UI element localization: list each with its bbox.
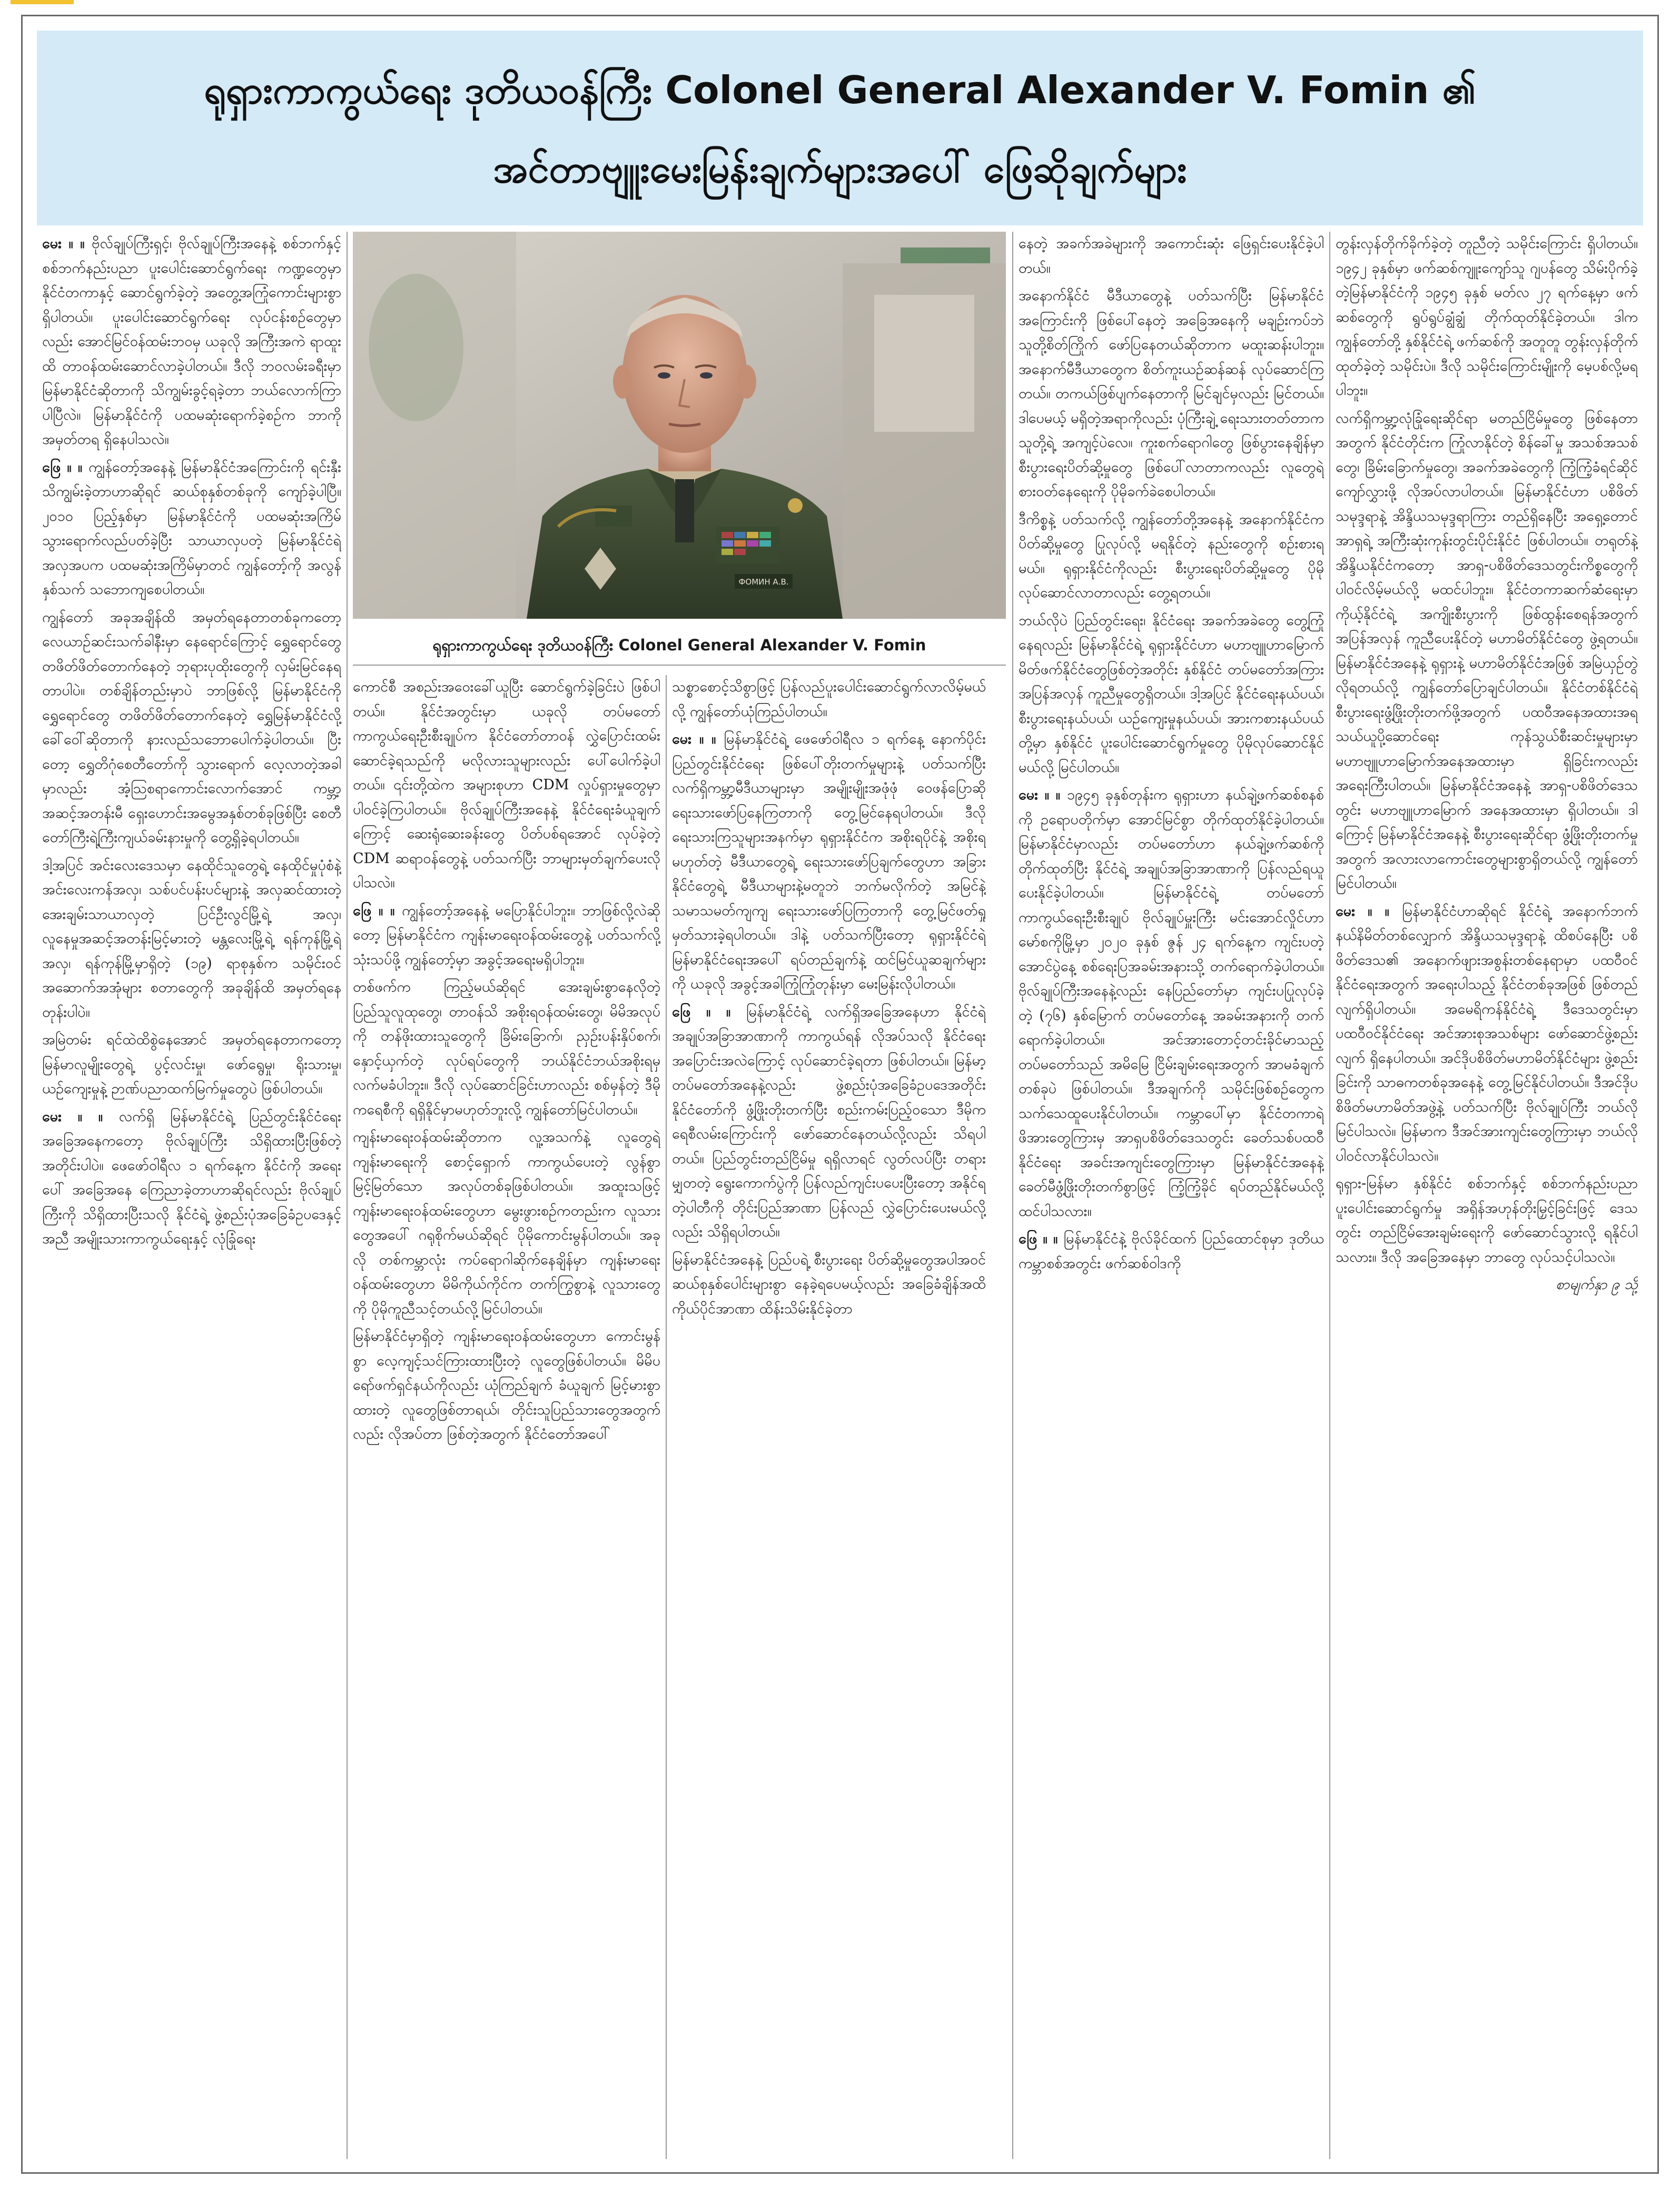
column-3 bbox=[672, 675, 986, 2159]
article-paragraph bbox=[353, 975, 660, 1122]
article-paragraph bbox=[42, 1105, 341, 1252]
paragraph-text: ရုရှား-မြန်မာ နှစ်နိုင်ငံ စစ်ဘက်နှင့် စစ်ဘက်နည်းပညာ ပူးပေါင်းဆောင်ရွက်မှု အရှိန်အဟုန်တိုးမြှင့်ခြင်းဖြင့် ဒေသတွင်း တည်ငြိမ်အေးချမ်းရေးကို ဖော်ဆောင်သွားလို့ ရနိုင်ပါသလား။ ဒီလို အခြေအနေမှာ ဘာတွေ လုပ်သင့်ပါသလဲ။ bbox=[1336, 1175, 1638, 1265]
article-paragraph bbox=[672, 675, 986, 724]
paragraph-text: ဒီကိစ္စနဲ့ ပတ်သက်လို့ ကျွန်တော်တို့အနေနဲ့ အနောက်နိုင်ငံက ပိတ်ဆို့မှုတွေ ပြုလုပ်လို့ မရနိုင်တဲ့ နည်းတွေကို စဉ်းစားရမယ်။ ရုရှားနိုင်ငံကိုလည်း စီးပွားရေးပိတ်ဆို့မှုတွေ ပိုမိုလုပ်ဆောင်လာတာလည်း တွေ့ရတယ်။ bbox=[1019, 511, 1324, 601]
section-color-tab bbox=[11, 0, 74, 4]
qa-label: ဖြေ ။ ။ bbox=[1019, 1231, 1064, 1247]
paragraph-text: မြန်မာနိုင်ငံရဲ့ ဖေဖော်ဝါရီလ ၁ ရက်နေ့ နောက်ပိုင်း ပြည်တွင်းနိုင်ငံရေး ဖြစ်ပေါ်တိုးတက်မှုများနဲ့ ပတ်သက်ပြီး လက်ရှိကမ္ဘာ့မီဒီယာများမှာ အမျိုးမျိုးအဖုံဖုံ ဝေဖန်ပြောဆိုရေးသားဖော်ပြနေကြတာကို တွေ့မြင်နေရပါတယ်။ ဒီလိုရေးသားကြသူများအနက်မှာ ရုရှားနိုင်ငံက အစိုးရပိုင်နဲ့ အစိုးရမဟုတ်တဲ့ မီဒီယာတွေရဲ့ ရေးသားဖော်ပြချက်တွေဟာ အခြားနိုင်ငံတွေရဲ့ မီဒီယာများနဲ့မတူဘဲ ဘက်မလိုက်တဲ့ အမြင်နဲ့ သမာသမတ်ကျကျ ရေးသားဖော်ပြကြတာကို တွေ့မြင်ဖတ်ရှုမှတ်သားခဲ့ရပါတယ်။ ဒါနဲ့ ပတ်သက်ပြီးတော့ ရုရှားနိုင်ငံရဲ့ မြန်မာနိုင်ငံရေးအပေါ် ရပ်တည်ချက်နဲ့ ထင်မြင်ယူဆချက်များကို ယခုလို အခွင့်အခါကြုံကြုံတုန်းမှာ မေးမြန်းလိုပါတယ်။ bbox=[672, 731, 986, 992]
uniform-name-tag: ФОМИН А.В. bbox=[738, 577, 789, 587]
paragraph-text: မြန်မာနိုင်ငံရဲ့ လက်ရှိအခြေအနေဟာ နိုင်ငံရဲ့ အချုပ်အခြာအာဏာကို ကာကွယ်ရန် လိုအပ်သလို နိုင်ငံရေးအပြောင်းအလဲကြောင့် လုပ်ဆောင်ခဲ့ရတာ ဖြစ်ပါတယ်။ မြန်မာ့တပ်မတော်အနေနဲ့လည်း ဖွဲ့စည်းပုံအခြေခံဥပဒေအတိုင်း နိုင်ငံတော်ကို ဖွံ့ဖြိုးတိုးတက်ပြီး စည်းကမ်းပြည့်ဝသော ဒီမိုကရေစီလမ်းကြောင်းကို ဖော်ဆောင်နေတယ်လို့လည်း သိရပါတယ်။ ပြည်တွင်းတည်ငြိမ်မှု ရရှိလာရင် လွတ်လပ်ပြီး တရားမျှတတဲ့ ရွေးကောက်ပွဲကို ပြန်လည်ကျင်းပပေးပြီးတော့ အနိုင်ရတဲ့ပါတီကို တိုင်းပြည်အာဏာ ပြန်လည် လွှဲပြောင်းပေးမယ်လို့လည်း သိရှိရပါတယ်။ bbox=[672, 1003, 986, 1240]
photo-caption: ရုရှားကာကွယ်ရေး ဒုတိယဝန်ကြီး Colonel General Alexander V. Fomin bbox=[353, 626, 1006, 666]
article-paragraph bbox=[42, 606, 341, 850]
paragraph-text: အမြဲတမ်း ရင်ထဲထိစွဲနေအောင် အမှတ်ရနေတာကတော့ မြန်မာလူမျိုးတွေရဲ့ ပွင့်လင်းမှု၊ ဖော်ရွေမှု၊ ရိုးသားမှု၊ ယဉ်ကျေးမှုနဲ့ ဉာဏ်ပညာထက်မြက်မှုတွေပဲ ဖြစ်ပါတယ်။ bbox=[42, 1032, 341, 1097]
column-rule bbox=[347, 232, 348, 2159]
qa-label: မေး ။ ။ bbox=[42, 235, 92, 252]
article-paragraph bbox=[353, 899, 660, 973]
qa-label: ဖြေ ။ ။ bbox=[353, 902, 402, 919]
paragraph-text: အနောက်နိုင်ငံ မီဒီယာတွေနဲ့ ပတ်သက်ပြီး မြန်မာနိုင်ငံအကြောင်းကို ဖြစ်ပေါ်နေတဲ့ အခြေအနေကို မချဉ်းကပ်ဘဲ သူတို့စိတ်ကြိုက် ဖော်ပြနေတယ်ဆိုတာက မထူးဆန်းပါဘူး။ အနောက်မီဒီယာတွေက စိတ်ကူးယဉ်ဆန်ဆန် လုပ်ဆောင်ကြတယ်။ တကယ်ဖြစ်ပျက်နေတာကို မြင်ချင်မှလည်း မြင်တယ်။ ဒါပေမယ့် မရှိတဲ့အရာကိုလည်း ပုံကြီးချဲ့ ရေးသားတတ်တာက သူတို့ရဲ့ အကျင့်ပဲလေ။ ကူးစက်ရောဂါတွေ ဖြစ်ပွားနေချိန်မှာ စီးပွားရေးပိတ်ဆို့မှုတွေ ဖြစ်ပေါ်လာတာကလည်း လူတွေရဲ့ စားဝတ်နေရေးကို ပိုမိုခက်ခဲစေပါတယ်။ bbox=[1019, 288, 1324, 500]
paragraph-text: ၁၉၄၅ ခုနှစ်တုန်းက ရုရှားဟာ နယ်ချဲ့ဖက်ဆစ်စနစ်ကို ဥရောပတိုက်မှာ အောင်မြင်စွာ တိုက်ထုတ်နိုင်ခဲ့ပါတယ်။ မြန်မာနိုင်ငံမှာလည်း တပ်မတော်ဟာ နယ်ချဲ့ဖက်ဆစ်ကို တိုက်ထုတ်ပြီး နိုင်ငံရဲ့ အချုပ်အခြာအာဏာကို ပြန်လည်ရယူပေးနိုင်ခဲ့ပါတယ်။ မြန်မာနိုင်ငံရဲ့ တပ်မတော် ကာကွယ်ရေးဦးစီးချုပ် ဗိုလ်ချုပ်မှူးကြီး မင်းအောင်လှိုင်ဟာ မော်စကိုမြို့မှာ ၂၀၂၀ ခုနှစ် ဇွန် ၂၄ ရက်နေ့က ကျင်းပတဲ့ အောင်ပွဲနေ့ စစ်ရေးပြအခမ်းအနားသို့ တက်ရောက်ခဲ့ပါတယ်။ ဗိုလ်ချုပ်ကြီးအနေနဲ့လည်း နေပြည်တော်မှာ ကျင်းပပြုလုပ်ခဲ့တဲ့ (၇၆) နှစ်မြောက် တပ်မတော်နေ့ အခမ်းအနားကို တက်ရောက်ခဲ့ပါတယ်။ အင်အားတောင့်တင်းခိုင်မာသည့် တပ်မတော်သည် အမိမြေ ငြိမ်းချမ်းရေးအတွက် အာမခံချက်တစ်ခုပဲ ဖြစ်ပါတယ်။ ဒီအချက်ကို သမိုင်းဖြစ်စဉ်တွေက သက်သေထူပေးနိုင်ပါတယ်။ ကမ္ဘာပေါ်မှာ နိုင်ငံတကာရဲ့ ဖိအားတွေကြားမှ အာရှပစိဖိတ်ဒေသတွင်း ခေတ်သစ်ပထဝီနိုင်ငံရေး အခင်းအကျင်းတွေကြားမှာ မြန်မာနိုင်ငံအနေနဲ့ ခေတ်မီဖွံ့ဖြိုးတိုးတက်စွာဖြင့် ကြံ့ကြံ့ခိုင် ရပ်တည်နိုင်မယ်လို့ ထင်ပါသလား။ bbox=[1019, 787, 1324, 1220]
qa-label: မေး ။ ။ bbox=[1019, 787, 1067, 803]
paragraph-text: တွန်းလှန်တိုက်ခိုက်ခဲ့တဲ့ တူညီတဲ့ သမိုင်းကြောင်း ရှိပါတယ်။ ၁၉၄၂ ခုနှစ်မှာ ဖက်ဆစ်ကျူးကျော်သူ ဂျပန်တွေ သိမ်းပိုက်ခဲ့တဲ့မြန်မာနိုင်ငံကို ၁၉၄၅ ခုနှစ် မတ်လ ၂၇ ရက်နေ့မှာ ဖက်ဆစ်တွေကို ရွပ်ရွပ်ချွံချွံ တိုက်ထုတ်နိုင်ခဲ့တယ်။ ဒါက ကျွန်တော်တို့ နှစ်နိုင်ငံရဲ့ ဖက်ဆစ်ကို အတူတူ တွန်းလှန်တိုက်ထုတ်ခဲ့တဲ့ သမိုင်းပဲ။ ဒီလို သမိုင်းကြောင်းမျိုးကို မေ့ပစ်လို့မရပါဘူး။ bbox=[1336, 235, 1638, 399]
article-paragraph bbox=[1019, 1227, 1324, 1276]
article-paragraph bbox=[42, 854, 341, 1025]
column-rule bbox=[1012, 232, 1013, 2159]
article-paragraph bbox=[1336, 899, 1638, 1169]
article-paragraph bbox=[672, 1248, 986, 1322]
photo-block bbox=[353, 232, 1006, 669]
article-paragraph bbox=[1336, 232, 1638, 403]
column-5 bbox=[1336, 232, 1638, 2159]
article-paragraph bbox=[42, 232, 341, 452]
article-paragraph bbox=[1019, 609, 1324, 780]
paragraph-text: မြန်မာနိုင်ငံဟာဆိုရင် နိုင်ငံရဲ့ အနောက်ဘက် နယ်နိမိတ်တစ်လျှောက် အိန္ဒိယသမုဒ္ဒရာနဲ့ ထိစပ်နေပြီး ပစိဖိတ်ဒေသ၏ အနောက်ဖျားအစွန်းတစ်နေရာမှာ ပထဝီဝင်နိုင်ငံရေးအတွက် အရေးပါသည့် နိုင်ငံတစ်ခုအဖြစ် ဖြစ်တည်လျက်ရှိပါတယ်။ အမေရိကန်နိုင်ငံရဲ့ ဒီဒေသတွင်းမှာ ပထဝီဝင်နိုင်ငံရေး အင်အားစုအသစ်များ ဖော်ဆောင်ဖွဲ့စည်းလျက် ရှိနေပါတယ်။ အင်ဒိုပစိဖိတ်မဟာမိတ်နိုင်ငံများ ဖွဲ့စည်းခြင်းကို သာဓကတစ်ခုအနေနဲ့ တွေ့မြင်နိုင်ပါတယ်။ ဒီအင်ဒိုပစိဖိတ်မဟာမိတ်အဖွဲ့နဲ့ ပတ်သက်ပြီး ဗိုလ်ချုပ်ကြီး ဘယ်လိုမြင်ပါသလဲ။ မြန်မာက ဒီအင်အားကျင်းတွေကြားမှာ ဘယ်လိုပါဝင်လာနိုင်ပါသလဲ။ bbox=[1336, 903, 1638, 1164]
article-columns bbox=[42, 232, 1638, 2159]
headline-box bbox=[37, 31, 1643, 225]
paragraph-text: နေတဲ့ အခက်အခဲများကို အကောင်းဆုံး ဖြေရှင်းပေးနိုင်ခဲ့ပါတယ်။ bbox=[1019, 235, 1324, 276]
article-paragraph bbox=[353, 1125, 660, 1321]
article-paragraph bbox=[672, 1000, 986, 1245]
paragraph-text: မြန်မာနိုင်ငံအနေနဲ့ ပြည်ပရဲ့ စီးပွားရေး ပိတ်ဆို့မှုတွေအပါအဝင် ဆယ်စုနှစ်ပေါင်းများစွာ နေခဲ့ရပေမယ့်လည်း အခြေခံချိန်အထိ ကိုယ်ပိုင်အာဏာ ထိန်းသိမ်းနိုင်ခဲ့တာ bbox=[672, 1251, 986, 1317]
qa-label: မေး ။ ။ bbox=[42, 1108, 119, 1125]
article-paragraph bbox=[672, 727, 986, 997]
paragraph-text: တစ်ဖက်က ကြည့်မယ်ဆိုရင် အေးချမ်းစွာနေလိုတဲ့ ပြည်သူလူထုတွေ၊ တာဝန်သိ အစိုးရဝန်ထမ်းတွေ၊ မိမိအလုပ်ကို တန်ဖိုးထားသူတွေကို ခြိမ်းခြောက်၊ ညှဉ်းပန်းနှိပ်စက်၊ နှောင့်ယှက်တဲ့ လုပ်ရပ်တွေကို ဘယ်နိုင်ငံဘယ်အစိုးရမှ လက်မခံပါဘူး။ ဒီလို လုပ်ဆောင်ခြင်းဟာလည်း စစ်မှန်တဲ့ ဒီမိုကရေစီကို ရရှိနိုင်မှာမဟုတ်ဘူးလို့ ကျွန်တော်မြင်ပါတယ်။ bbox=[353, 979, 660, 1118]
article-paragraph bbox=[353, 675, 660, 896]
column-rule bbox=[666, 675, 667, 2159]
article-paragraph bbox=[1019, 232, 1324, 281]
paragraph-text: ကောင်စီ အစည်းအဝေးခေါ်ယူပြီး ဆောင်ရွက်ခဲ့ခြင်းပဲ ဖြစ်ပါတယ်။ နိုင်ငံအတွင်းမှာ ယခုလို တပ်မတော်ကာကွယ်ရေးဦးစီးချုပ်က နိုင်ငံတော်တာဝန် လွှဲပြောင်းထမ်းဆောင်ခဲ့ရသည်ကို မလိုလားသူများလည်း ပေါ်ပေါက်ခဲ့ပါတယ်။ ၎င်းတို့ထဲက အများစုဟာ CDM လှုပ်ရှားမှုတွေမှာ ပါဝင်ခဲ့ကြပါတယ်။ ဗိုလ်ချုပ်ကြီးအနေနဲ့ နိုင်ငံရေးခံယူချက်ကြောင့် ဆေးရုံဆေးခန်းတွေ ပိတ်ပစ်ရအောင် လုပ်ခဲ့တဲ့ CDM ဆရာဝန်တွေနဲ့ ပတ်သက်ပြီး ဘာများမှတ်ချက်ပေးလိုပါသလဲ။ bbox=[353, 679, 660, 891]
article-paragraph bbox=[353, 1324, 660, 1447]
top-accent-strip bbox=[0, 0, 1680, 5]
column-rule bbox=[1329, 232, 1330, 2159]
paragraph-text: ဘယ်လိုပဲ ပြည်တွင်းရေး၊ နိုင်ငံရေး အခက်အခဲတွေ တွေ့ကြုံနေရလည်း မြန်မာနိုင်ငံရဲ့ ရုရှားနိုင်ငံဟာ မဟာဗျူဟာမြောက် မိတ်ဖက်နိုင်ငံတွေဖြစ်တဲ့အတိုင်း နှစ်နိုင်ငံ တပ်မတော်အကြား အပြန်အလှန် ကူညီမှုတွေရှိတယ်။ ဒါ့အပြင် နိုင်ငံရေးနယ်ပယ်၊ စီးပွားရေးနယ်ပယ်၊ ယဉ်ကျေးမှုနယ်ပယ်၊ အားကစားနယ်ပယ်တို့မှာ နှစ်နိုင်ငံ ပူးပေါင်းဆောင်ရွက်မှုတွေ ပိုမိုလုပ်ဆောင်နိုင်မယ်လို့ မြင်ပါတယ်။ bbox=[1019, 612, 1324, 776]
article-paragraph bbox=[1019, 508, 1324, 606]
column-4 bbox=[1019, 232, 1324, 2159]
column-1 bbox=[42, 232, 341, 2159]
paragraph-text: လက်ရှိ မြန်မာနိုင်ငံရဲ့ ပြည်တွင်းနိုင်ငံရေး အခြေအနေကတော့ ဗိုလ်ချုပ်ကြီး သိရှိထားပြီးဖြစ်တဲ့အတိုင်းပါပဲ။ ဖေဖော်ဝါရီလ ၁ ရက်နေ့က နိုင်ငံကို အရေးပေါ် အခြေအနေ ကြေညာခဲ့တာဟာဆိုရင်လည်း ဗိုလ်ချုပ်ကြီးကို သိရှိထားပြီးသလို နိုင်ငံရဲ့ ဖွဲ့စည်းပုံအခြေခံဥပဒေနှင့်အညီ အမျိုးသားကာကွယ်ရေးနှင့် လုံခြုံရေး bbox=[42, 1108, 341, 1247]
article-paragraph bbox=[42, 456, 341, 602]
article-paragraph bbox=[1336, 407, 1638, 896]
headline-line-1: ရုရှားကာကွယ်ရေး ဒုတိယဝန်ကြီး Colonel General Alexander V. Fomin ၏ bbox=[204, 68, 1476, 112]
continued-on-page: စာမျက်နှာ ၉ သို့ bbox=[1556, 1276, 1638, 1293]
qa-label: ဖြေ ။ ။ bbox=[42, 459, 89, 476]
article-paragraph bbox=[1019, 783, 1324, 1224]
paragraph-text: မြန်မာနိုင်ငံမှာရှိတဲ့ ကျန်းမာရေးဝန်ထမ်းတွေဟာ ကောင်းမွန်စွာ လေ့ကျင့်သင်ကြားထားပြီးတဲ့ လူတွေဖြစ်ပါတယ်။ မိမိပရော်ဖက်ရှင်နယ်ကိုလည်း ယုံကြည်ချက် ခံယူချက် မြင့်မားစွာ ထားတဲ့ လူတွေဖြစ်တာရယ်၊ တိုင်းသူပြည်သားတွေအတွက်လည်း လိုအပ်တာ ဖြစ်တဲ့အတွက် နိုင်ငံတော်အပေါ် bbox=[353, 1328, 660, 1442]
paragraph-text: မြန်မာနိုင်ငံနဲ့ ဗိုလ်ခိုင်ထက် ပြည်ထောင်စုမှာ ဒုတိယကမ္ဘာစစ်အတွင်း ဖက်ဆစ်ဝါဒကို bbox=[1019, 1231, 1324, 1272]
paragraph-text: လက်ရှိကမ္ဘာ့လုံခြုံရေးဆိုင်ရာ မတည်ငြိမ်မှုတွေ ဖြစ်နေတာအတွက် နိုင်ငံတိုင်းက ကြုံလာနိုင်တဲ့ စိန်ခေါ်မှု အသစ်အသစ်တွေ၊ ခြိမ်းခြောက်မှုတွေ၊ အခက်အခဲတွေကို ကြံ့ကြံ့ခံရင်ဆိုင်ကျော်လွှားဖို့ လိုအပ်လာပါတယ်။ မြန်မာနိုင်ငံဟာ ပစိဖိတ်သမုဒ္ဒရာနဲ့ အိန္ဒိယသမုဒ္ဒရာကြား တည်ရှိနေပြီး အရှေ့တောင်အာရှရဲ့ အကြီးဆုံးကုန်းတွင်းပိုင်းနိုင်ငံ ဖြစ်ပါတယ်။ တရုတ်နဲ့ အိန္ဒိယနိုင်ငံကတော့ အာရှ-ပစိဖိတ်ဒေသတွင်းကိစ္စတွေကို ပါဝင်လိမ့်မယ်လို့ မထင်ပါဘူး။ နိုင်ငံတကာဆက်ဆံရေးမှာ ကိုယ့်နိုင်ငံရဲ့ အကျိုးစီးပွားကို ဖြစ်ထွန်းစေရန်အတွက် အပြန်အလှန် ကူညီပေးနိုင်တဲ့ မဟာမိတ်နိုင်ငံတွေ ဖွဲ့ရတယ်။ မြန်မာနိုင်ငံအနေနဲ့ ရုရှားနဲ့ မဟာမိတ်နိုင်ငံအဖြစ် အမြဲယှဉ်တွဲလိုရတယ်လို့ ကျွန်တော်ပြောချင်ပါတယ်။ နိုင်ငံတစ်နိုင်ငံရဲ့ စီးပွားရေးဖွံ့ဖြိုးတိုးတက်ဖို့အတွက် ပထဝီအနေအထားအရ သယ်ယူပို့ဆောင်ရေး ကုန်သွယ်စီးဆင်းမှုများမှာ မဟာဗျူဟာမြောက်အနေအထားမှာ ရှိခြင်းကလည်း အရေးကြီးပါတယ်။ မြန်မာနိုင်ငံအနေနဲ့ အာရှ-ပစိဖိတ်ဒေသတွင်း မဟာဗျူဟာမြောက် အနေအထားမှာ ရှိပါတယ်။ ဒါကြောင့် မြန်မာနိုင်ငံအနေနဲ့ စီးပွားရေးဆိုင်ရာ ဖွံ့ဖြိုးတိုးတက်မှုအတွက် အလားလာကောင်းတွေများစွာရှိတယ်လို့ ကျွန်တော်မြင်ပါတယ်။ bbox=[1336, 410, 1638, 892]
paragraph-text: ကျွန်တော် အခုအချိန်ထိ အမှတ်ရနေတာတစ်ခုကတော့ လေယာဉ်ဆင်းသက်ခါနီးမှာ နေရောင်ကြောင့် ရွှေရောင်တွေ တဖိတ်ဖိတ်တောက်နေတဲ့ ဘုရားပုထိုးတွေကို လှမ်းမြင်နေရတာပါပဲ။ တစ်ချိန်တည်းမှာပဲ ဘာဖြစ်လို့ မြန်မာနိုင်ငံကို ရွှေရောင်တွေ တဖိတ်ဖိတ်တောက်နေတဲ့ ရွှေမြန်မာနိုင်ငံလို့ ခေါ်ဝေါ်ဆိုတာကို နားလည်သဘောပေါက်ခဲ့ပါတယ်။ ပြီးတော့ ရွှေတိဂုံစေတီတော်ကို သွားရောက် လေ့လာတဲ့အခါမှာလည်း အံ့ဩစရာကောင်းလောက်အောင် ကမ္ဘာ့အဆင့်အတန်းမီ ရှေးဟောင်းအမွေအနှစ်တစ်ခုဖြစ်ပြီး စေတီတော်ကြီးရဲ့ကြီးကျယ်ခမ်းနားမှုကို တွေ့ရှိခဲ့ရပါတယ်။ bbox=[42, 609, 341, 846]
article-paragraph bbox=[1336, 1172, 1638, 1270]
qa-label: မေး ။ ။ bbox=[1336, 903, 1402, 919]
paragraph-text: ကျွန်တော့်အနေနဲ့ မြန်မာနိုင်ငံအကြောင်းကို ရင်းနှီးသိကျွမ်းခဲ့တာဟာဆိုရင် ဆယ်စုနှစ်တစ်ခုကို ကျော်ခဲ့ပါပြီ။ ၂၀၁၀ ပြည့်နှစ်မှာ မြန်မာနိုင်ငံကို ပထမဆုံးအကြိမ် သွားရောက်လည်ပတ်ခဲ့ပြီး သာယာလှပတဲ့ မြန်မာနိုင်ငံရဲ့ အလှအပက ပထမဆုံးအကြိမ်မှာတင် ကျွန်တော့်ကို အလွန်နှစ်သက် သဘောကျစေပါတယ်။ bbox=[42, 459, 341, 598]
article-paragraph bbox=[42, 1028, 341, 1102]
paragraph-text: ကျန်းမာရေးဝန်ထမ်းဆိုတာက လူ့အသက်နဲ့ လူတွေရဲ့ ကျန်းမာရေးကို စောင့်ရှောက် ကာကွယ်ပေးတဲ့ လွန်စွာမြင့်မြတ်သော အလုပ်တစ်ခုဖြစ်ပါတယ်။ အထူးသဖြင့် ကျန်းမာရေးဝန်ထမ်းတွေဟာ မွေးဖွားစဉ်ကတည်းက လူသားတွေအပေါ် ဂရုစိုက်မယ်ဆိုရင် ပိုမိုကောင်းမွန်ပါတယ်။ အခုလို တစ်ကမ္ဘာလုံး ကပ်ရောဂါဆိုက်နေချိန်မှာ ကျန်းမာရေး ဝန်ထမ်းတွေဟာ မိမိကိုယ်ကိုင်က တက်ကြွစွာနဲ့ လူသားတွေကို ပိုမိုကူညီသင့်တယ်လို့မြင်ပါတယ်။ bbox=[353, 1129, 660, 1317]
general-portrait-illustration bbox=[353, 232, 1006, 619]
headline-line-2: အင်တာဗျူးမေးမြန်းချက်များအပေါ် ဖြေဆိုချက်များ bbox=[493, 147, 1187, 191]
article-paragraph bbox=[1019, 284, 1324, 504]
paragraph-text: ဗိုလ်ချုပ်ကြီးရှင့်၊ ဗိုလ်ချုပ်ကြီးအနေနဲ့ စစ်ဘက်နှင့် စစ်ဘက်နည်းပညာ ပူးပေါင်းဆောင်ရွက်ရေး ကဏ္ဍတွေမှာ နိုင်ငံတကာနှင့် ဆောင်ရွက်ခဲ့တဲ့ အတွေ့အကြုံကောင်းများစွာရှိပါတယ်။ ပူးပေါင်းဆောင်ရွက်ရေး လုပ်ငန်းစဉ်တွေမှာလည်း အောင်မြင်ဝန်ထမ်းဘဝမှ ယခုလို အကြီးအကဲ ရာထူးထိ တာဝန်ထမ်းဆောင်လာခဲ့ပါတယ်။ ဒီလို ဘဝလမ်းခရီးမှာ မြန်မာနိုင်ငံဆိုတာကို သိကျွမ်းခွင့်ရခဲ့တာ ဘယ်လောက်ကြာပါပြီလဲ။ မြန်မာနိုင်ငံကို ပထမဆုံးရောက်ခဲ့စဉ်က ဘာကို အမှတ်တရ ရှိနေပါသလဲ။ bbox=[42, 235, 341, 448]
paragraph-text: ကျွန်တော့်အနေနဲ့ မပြောနိုင်ပါဘူး။ ဘာဖြစ်လို့လဲဆိုတော့ မြန်မာနိုင်ငံက ကျန်းမာရေးဝန်ထမ်းတွေနဲ့ ပတ်သက်လို့ သုံးသပ်ဖို့ ကျွန်တော့်မှာ အခွင့်အရေးမရှိပါဘူး။ bbox=[353, 902, 660, 968]
qa-label: မေး ။ ။ bbox=[672, 731, 724, 747]
paragraph-text: ဒါ့အပြင် အင်းလေးဒေသမှာ နေထိုင်သူတွေရဲ့ နေထိုင်မှုပုံစံနဲ့ အင်းလေးကန်အလှ၊ သစ်ပင်ပန်းပင်များနဲ့ အလှဆင်ထားတဲ့ အေးချမ်းသာယာလှတဲ့ ပြင်ဦးလွင်မြို့ရဲ့ အလှ၊ လူနေမှုအဆင့်အတန်းမြင့်မားတဲ့ မန္တလေးမြို့ရဲ့ ရန်ကုန်မြို့ရဲ့ အလှ၊ ရန်ကုန်မြို့မှာရှိတဲ့ (၁၉) ရာစုနှစ်က သမိုင်းဝင်အဆောက်အအုံများ စတာတွေကို အခုချိန်ထိ အမှတ်ရနေတုန်းပါပဲ။ bbox=[42, 857, 341, 1021]
column-2 bbox=[353, 675, 660, 2159]
qa-label: ဖြေ ။ ။ bbox=[672, 1003, 746, 1020]
paragraph-text: သစ္စာစောင့်သိစွာဖြင့် ပြန်လည်ပူးပေါင်းဆောင်ရွက်လာလိမ့်မယ်လို့ ကျွန်တော်ယုံကြည်ပါတယ်။ bbox=[672, 679, 986, 720]
interview-photo bbox=[353, 232, 1006, 619]
